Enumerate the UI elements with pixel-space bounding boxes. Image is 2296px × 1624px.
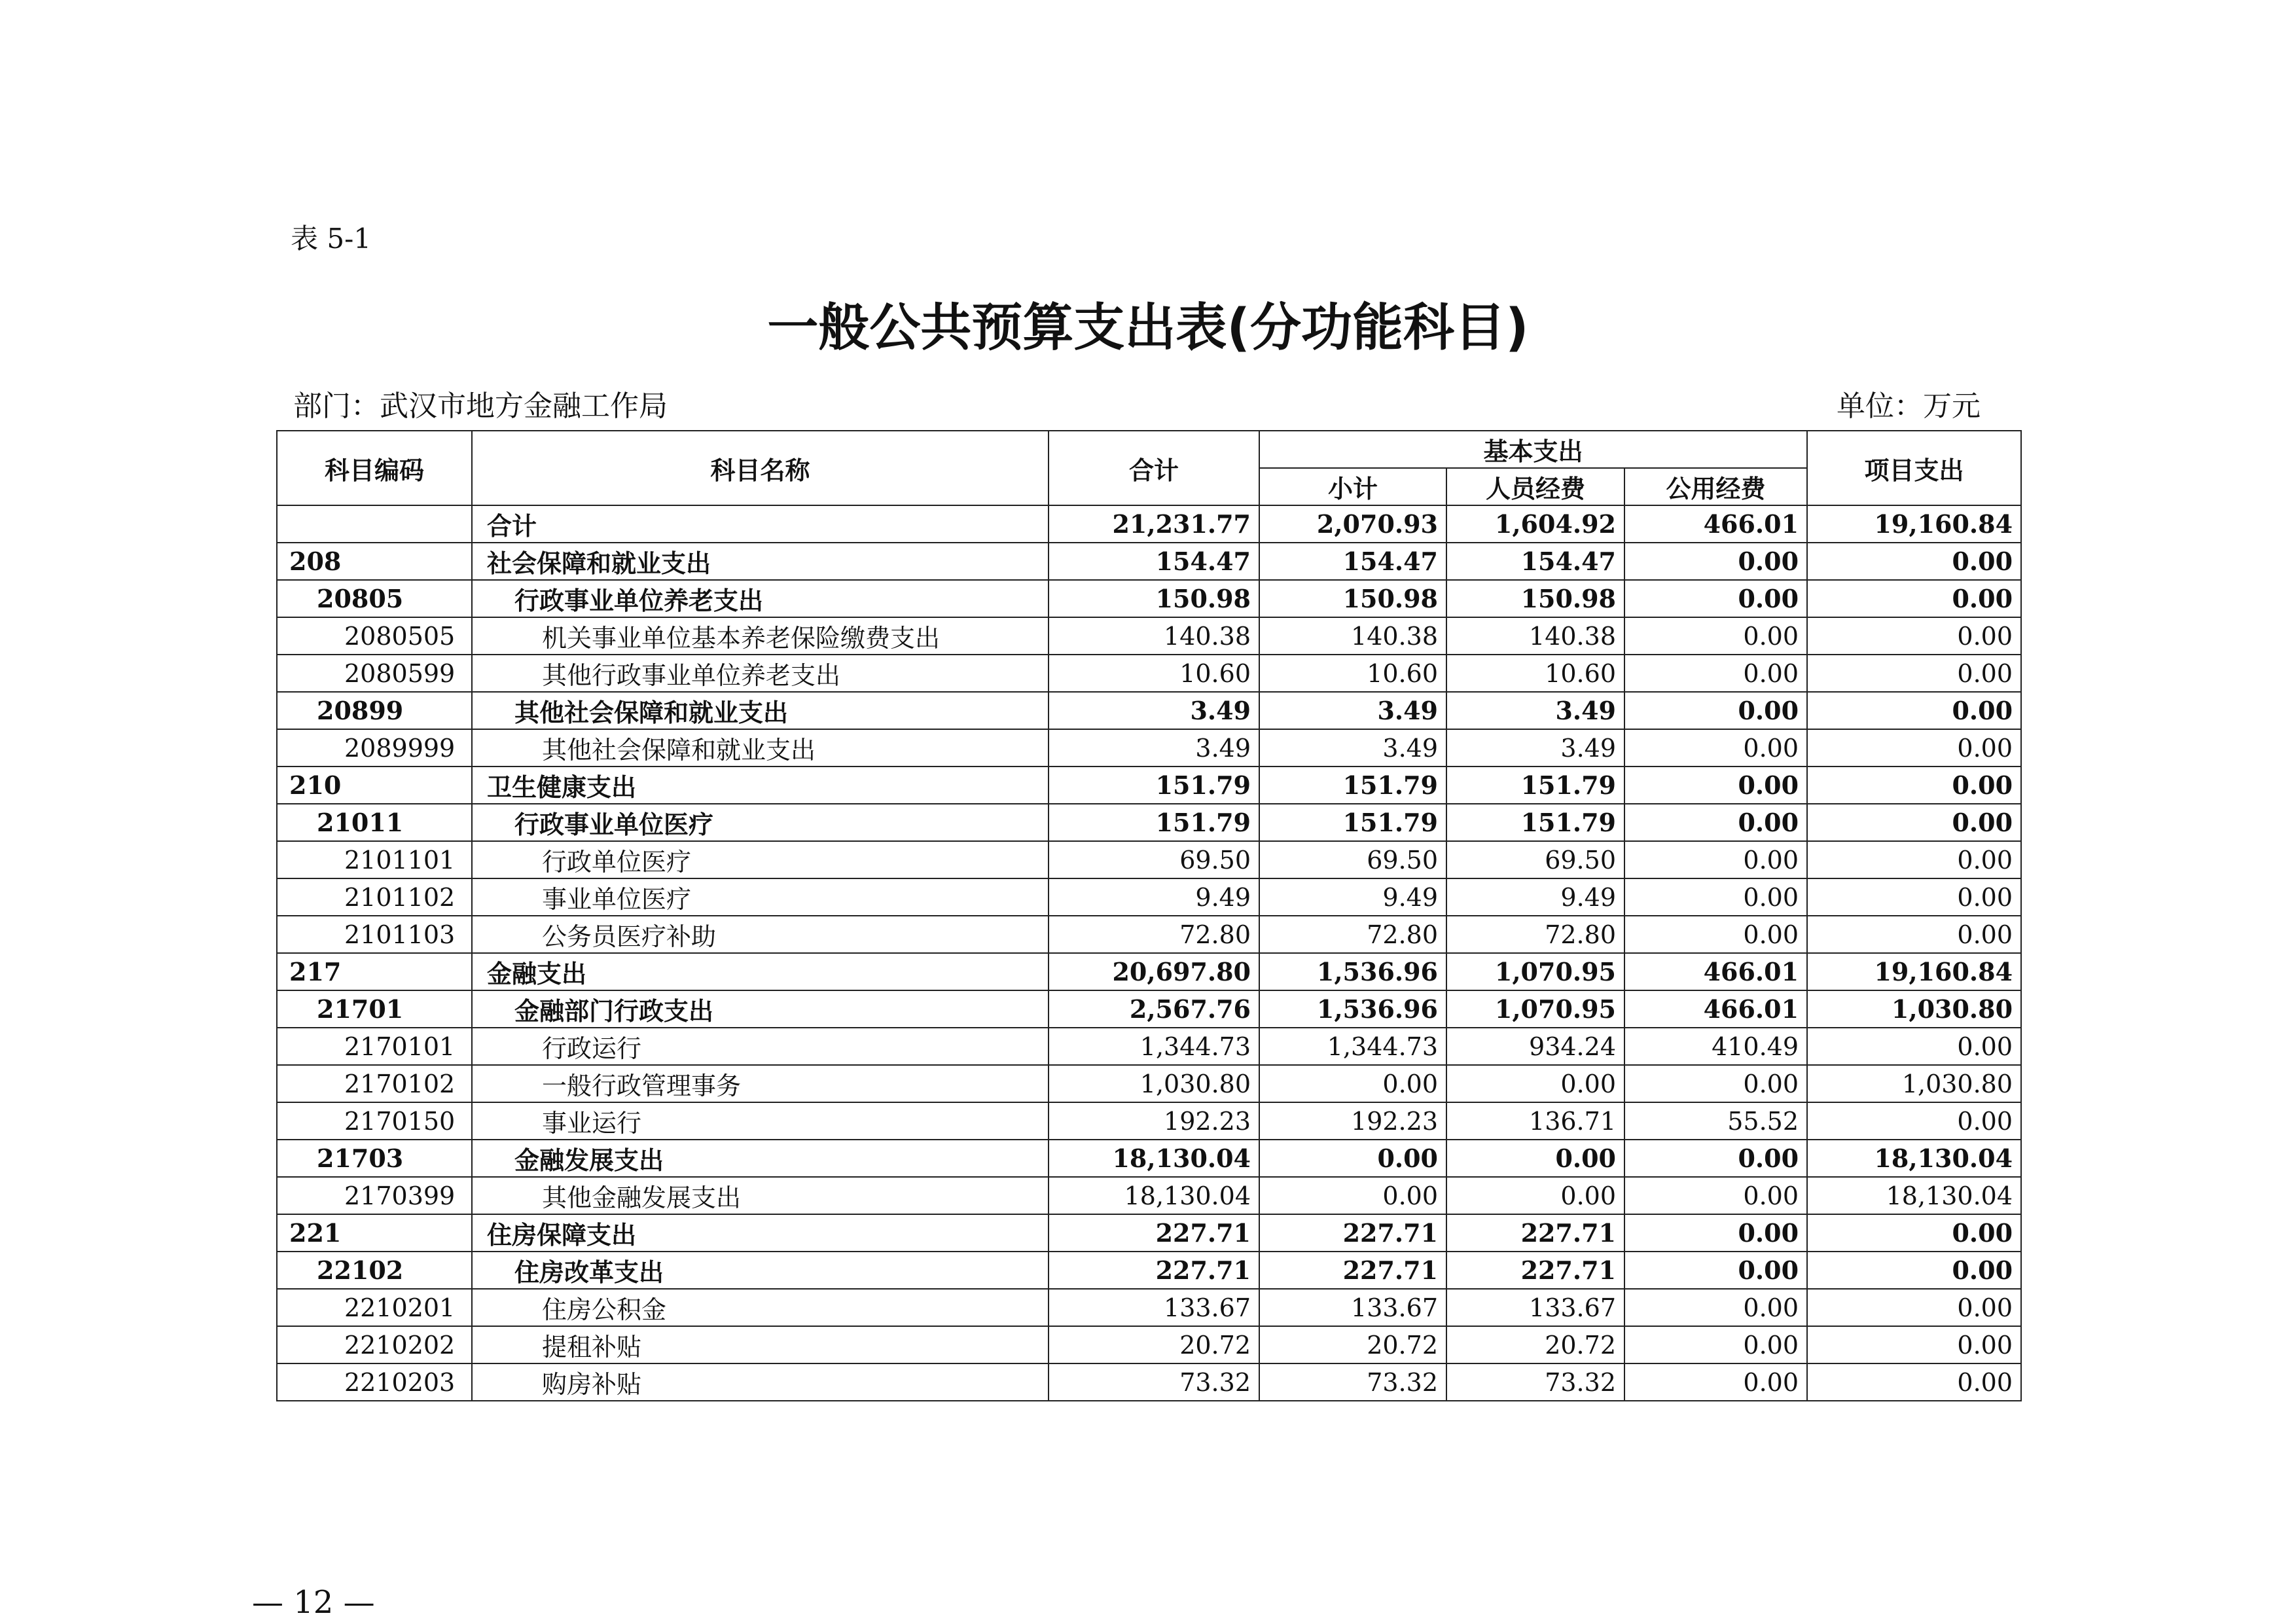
- cell-code: 2080505: [277, 617, 472, 655]
- cell-name: 其他行政事业单位养老支出: [472, 655, 1049, 692]
- table-row: [277, 767, 2021, 804]
- cell-public: 0.00: [1624, 655, 1807, 692]
- cell-personnel: 72.80: [1446, 916, 1624, 953]
- cell-project: 0.00: [1807, 692, 2021, 729]
- cell-subtotal: 69.50: [1259, 841, 1446, 878]
- cell-code: 2089999: [277, 729, 472, 767]
- table-row: [277, 953, 2021, 990]
- cell-subtotal: 0.00: [1259, 1140, 1446, 1177]
- table-row: [277, 505, 2021, 543]
- table-row: [277, 1252, 2021, 1289]
- table-row: [277, 1140, 2021, 1177]
- cell-code: 2101103: [277, 916, 472, 953]
- cell-project: 0.00: [1807, 1363, 2021, 1401]
- cell-code: 2101101: [277, 841, 472, 878]
- cell-name: 金融支出: [472, 953, 1049, 990]
- cell-total: 2,567.76: [1049, 990, 1259, 1028]
- cell-subtotal: 3.49: [1259, 729, 1446, 767]
- cell-project: 0.00: [1807, 617, 2021, 655]
- table-row: [277, 1214, 2021, 1252]
- cell-code: [277, 505, 472, 543]
- cell-public: 0.00: [1624, 804, 1807, 841]
- page-number: — 12 —: [252, 1584, 375, 1621]
- cell-name: 公务员医疗补助: [472, 916, 1049, 953]
- cell-personnel: 934.24: [1446, 1028, 1624, 1065]
- cell-total: 140.38: [1049, 617, 1259, 655]
- table-row: [277, 580, 2021, 617]
- cell-name: 其他社会保障和就业支出: [472, 729, 1049, 767]
- cell-total: 73.32: [1049, 1363, 1259, 1401]
- table-row: [277, 1028, 2021, 1065]
- cell-subtotal: 227.71: [1259, 1252, 1446, 1289]
- cell-code: 221: [277, 1214, 472, 1252]
- cell-public: 0.00: [1624, 1363, 1807, 1401]
- cell-name: 购房补贴: [472, 1363, 1049, 1401]
- cell-name: 机关事业单位基本养老保险缴费支出: [472, 617, 1049, 655]
- cell-subtotal: 2,070.93: [1259, 505, 1446, 543]
- cell-code: 2080599: [277, 655, 472, 692]
- cell-code: 21011: [277, 804, 472, 841]
- cell-project: 1,030.80: [1807, 990, 2021, 1028]
- cell-personnel: 69.50: [1446, 841, 1624, 878]
- cell-code: 2170399: [277, 1177, 472, 1214]
- department-label: 部门：武汉市地方金融工作局: [293, 389, 668, 423]
- cell-project: 0.00: [1807, 916, 2021, 953]
- cell-name: 金融部门行政支出: [472, 990, 1049, 1028]
- cell-public: 466.01: [1624, 990, 1807, 1028]
- cell-total: 151.79: [1049, 804, 1259, 841]
- cell-public: 0.00: [1624, 1065, 1807, 1102]
- cell-public: 0.00: [1624, 729, 1807, 767]
- cell-project: 0.00: [1807, 543, 2021, 580]
- table-row: [277, 916, 2021, 953]
- cell-subtotal: 73.32: [1259, 1363, 1446, 1401]
- cell-personnel: 154.47: [1446, 543, 1624, 580]
- cell-total: 10.60: [1049, 655, 1259, 692]
- cell-code: 20899: [277, 692, 472, 729]
- cell-total: 21,231.77: [1049, 505, 1259, 543]
- col-header-public: 公用经费: [1624, 468, 1807, 505]
- cell-public: 410.49: [1624, 1028, 1807, 1065]
- cell-subtotal: 1,344.73: [1259, 1028, 1446, 1065]
- cell-project: 0.00: [1807, 1252, 2021, 1289]
- cell-project: 0.00: [1807, 841, 2021, 878]
- cell-code: 210: [277, 767, 472, 804]
- cell-total: 20.72: [1049, 1326, 1259, 1363]
- cell-subtotal: 20.72: [1259, 1326, 1446, 1363]
- cell-name: 行政单位医疗: [472, 841, 1049, 878]
- cell-total: 1,344.73: [1049, 1028, 1259, 1065]
- cell-personnel: 151.79: [1446, 804, 1624, 841]
- col-header-total: 合计: [1049, 431, 1259, 505]
- cell-name: 住房保障支出: [472, 1214, 1049, 1252]
- cell-code: 2101102: [277, 878, 472, 916]
- col-header-project: 项目支出: [1807, 431, 2021, 505]
- cell-public: 0.00: [1624, 841, 1807, 878]
- cell-total: 227.71: [1049, 1252, 1259, 1289]
- cell-total: 192.23: [1049, 1102, 1259, 1140]
- cell-name: 卫生健康支出: [472, 767, 1049, 804]
- table-row: [277, 1289, 2021, 1326]
- cell-total: 150.98: [1049, 580, 1259, 617]
- col-header-name: 科目名称: [472, 431, 1049, 505]
- cell-total: 3.49: [1049, 729, 1259, 767]
- cell-code: 21703: [277, 1140, 472, 1177]
- cell-public: 0.00: [1624, 580, 1807, 617]
- table-row: [277, 1177, 2021, 1214]
- cell-total: 69.50: [1049, 841, 1259, 878]
- cell-subtotal: 72.80: [1259, 916, 1446, 953]
- cell-total: 227.71: [1049, 1214, 1259, 1252]
- cell-subtotal: 150.98: [1259, 580, 1446, 617]
- cell-project: 0.00: [1807, 1102, 2021, 1140]
- cell-name: 一般行政管理事务: [472, 1065, 1049, 1102]
- cell-name: 其他社会保障和就业支出: [472, 692, 1049, 729]
- cell-project: 0.00: [1807, 1326, 2021, 1363]
- cell-public: 0.00: [1624, 1252, 1807, 1289]
- cell-personnel: 133.67: [1446, 1289, 1624, 1326]
- header-row: [277, 431, 2021, 468]
- cell-project: 0.00: [1807, 1028, 2021, 1065]
- cell-public: 0.00: [1624, 1289, 1807, 1326]
- cell-project: 19,160.84: [1807, 505, 2021, 543]
- cell-code: 2170102: [277, 1065, 472, 1102]
- table-row: [277, 729, 2021, 767]
- cell-project: 18,130.04: [1807, 1140, 2021, 1177]
- cell-public: 0.00: [1624, 1214, 1807, 1252]
- table-row: [277, 1102, 2021, 1140]
- cell-total: 18,130.04: [1049, 1140, 1259, 1177]
- cell-total: 18,130.04: [1049, 1177, 1259, 1214]
- cell-personnel: 73.32: [1446, 1363, 1624, 1401]
- cell-personnel: 10.60: [1446, 655, 1624, 692]
- col-header-basic: 基本支出: [1259, 431, 1807, 468]
- col-header-code: 科目编码: [277, 431, 472, 505]
- page-title: 一般公共预算支出表(分功能科目): [767, 298, 1529, 357]
- cell-personnel: 1,070.95: [1446, 953, 1624, 990]
- cell-public: 0.00: [1624, 617, 1807, 655]
- cell-public: 466.01: [1624, 953, 1807, 990]
- cell-project: 0.00: [1807, 580, 2021, 617]
- table-row: [277, 804, 2021, 841]
- cell-public: 0.00: [1624, 1140, 1807, 1177]
- cell-public: 466.01: [1624, 505, 1807, 543]
- cell-name: 行政事业单位医疗: [472, 804, 1049, 841]
- table-label: 表 5-1: [291, 223, 371, 255]
- cell-subtotal: 0.00: [1259, 1065, 1446, 1102]
- cell-personnel: 3.49: [1446, 692, 1624, 729]
- cell-personnel: 227.71: [1446, 1214, 1624, 1252]
- cell-total: 154.47: [1049, 543, 1259, 580]
- cell-name: 提租补贴: [472, 1326, 1049, 1363]
- cell-code: 21701: [277, 990, 472, 1028]
- cell-project: 0.00: [1807, 767, 2021, 804]
- cell-subtotal: 151.79: [1259, 804, 1446, 841]
- table-body: [277, 505, 2021, 1401]
- cell-subtotal: 227.71: [1259, 1214, 1446, 1252]
- cell-project: 18,130.04: [1807, 1177, 2021, 1214]
- cell-subtotal: 192.23: [1259, 1102, 1446, 1140]
- cell-total: 1,030.80: [1049, 1065, 1259, 1102]
- cell-project: 19,160.84: [1807, 953, 2021, 990]
- col-header-personnel: 人员经费: [1446, 468, 1624, 505]
- table-row: [277, 692, 2021, 729]
- cell-name: 其他金融发展支出: [472, 1177, 1049, 1214]
- cell-subtotal: 1,536.96: [1259, 990, 1446, 1028]
- budget-table: [276, 430, 2022, 1401]
- table-row: [277, 617, 2021, 655]
- cell-public: 0.00: [1624, 692, 1807, 729]
- cell-code: 2210203: [277, 1363, 472, 1401]
- table-row: [277, 841, 2021, 878]
- cell-subtotal: 154.47: [1259, 543, 1446, 580]
- cell-total: 133.67: [1049, 1289, 1259, 1326]
- cell-total: 9.49: [1049, 878, 1259, 916]
- cell-code: 20805: [277, 580, 472, 617]
- cell-public: 0.00: [1624, 767, 1807, 804]
- cell-code: 217: [277, 953, 472, 990]
- cell-subtotal: 1,536.96: [1259, 953, 1446, 990]
- cell-project: 0.00: [1807, 655, 2021, 692]
- cell-subtotal: 3.49: [1259, 692, 1446, 729]
- cell-code: 2170101: [277, 1028, 472, 1065]
- cell-project: 0.00: [1807, 1289, 2021, 1326]
- cell-code: 2210202: [277, 1326, 472, 1363]
- cell-name: 社会保障和就业支出: [472, 543, 1049, 580]
- cell-name: 金融发展支出: [472, 1140, 1049, 1177]
- cell-public: 0.00: [1624, 1177, 1807, 1214]
- cell-public: 0.00: [1624, 1326, 1807, 1363]
- unit-label: 单位：万元: [1837, 389, 1981, 423]
- cell-name: 事业运行: [472, 1102, 1049, 1140]
- cell-personnel: 1,070.95: [1446, 990, 1624, 1028]
- cell-total: 3.49: [1049, 692, 1259, 729]
- table-row: [277, 543, 2021, 580]
- cell-personnel: 9.49: [1446, 878, 1624, 916]
- cell-name: 住房公积金: [472, 1289, 1049, 1326]
- cell-subtotal: 9.49: [1259, 878, 1446, 916]
- table-row: [277, 1065, 2021, 1102]
- cell-name: 行政运行: [472, 1028, 1049, 1065]
- cell-personnel: 1,604.92: [1446, 505, 1624, 543]
- table-row: [277, 1363, 2021, 1401]
- cell-public: 0.00: [1624, 543, 1807, 580]
- table-row: [277, 1326, 2021, 1363]
- cell-personnel: 140.38: [1446, 617, 1624, 655]
- cell-project: 0.00: [1807, 878, 2021, 916]
- table-row: [277, 990, 2021, 1028]
- cell-personnel: 20.72: [1446, 1326, 1624, 1363]
- cell-total: 72.80: [1049, 916, 1259, 953]
- cell-code: 2170150: [277, 1102, 472, 1140]
- cell-project: 0.00: [1807, 804, 2021, 841]
- cell-personnel: 0.00: [1446, 1140, 1624, 1177]
- cell-subtotal: 140.38: [1259, 617, 1446, 655]
- cell-total: 151.79: [1049, 767, 1259, 804]
- cell-personnel: 0.00: [1446, 1177, 1624, 1214]
- cell-personnel: 3.49: [1446, 729, 1624, 767]
- cell-public: 0.00: [1624, 878, 1807, 916]
- cell-public: 55.52: [1624, 1102, 1807, 1140]
- cell-personnel: 150.98: [1446, 580, 1624, 617]
- cell-name: 行政事业单位养老支出: [472, 580, 1049, 617]
- cell-personnel: 0.00: [1446, 1065, 1624, 1102]
- table-row: [277, 878, 2021, 916]
- cell-code: 208: [277, 543, 472, 580]
- cell-project: 0.00: [1807, 729, 2021, 767]
- cell-subtotal: 133.67: [1259, 1289, 1446, 1326]
- cell-personnel: 151.79: [1446, 767, 1624, 804]
- cell-personnel: 227.71: [1446, 1252, 1624, 1289]
- cell-subtotal: 10.60: [1259, 655, 1446, 692]
- cell-personnel: 136.71: [1446, 1102, 1624, 1140]
- cell-name: 合计: [472, 505, 1049, 543]
- cell-subtotal: 151.79: [1259, 767, 1446, 804]
- cell-code: 22102: [277, 1252, 472, 1289]
- cell-name: 事业单位医疗: [472, 878, 1049, 916]
- cell-name: 住房改革支出: [472, 1252, 1049, 1289]
- table-header: [277, 431, 2021, 505]
- cell-subtotal: 0.00: [1259, 1177, 1446, 1214]
- cell-code: 2210201: [277, 1289, 472, 1326]
- cell-total: 20,697.80: [1049, 953, 1259, 990]
- col-header-subtotal: 小计: [1259, 468, 1446, 505]
- cell-project: 0.00: [1807, 1214, 2021, 1252]
- table-row: [277, 655, 2021, 692]
- cell-project: 1,030.80: [1807, 1065, 2021, 1102]
- cell-public: 0.00: [1624, 916, 1807, 953]
